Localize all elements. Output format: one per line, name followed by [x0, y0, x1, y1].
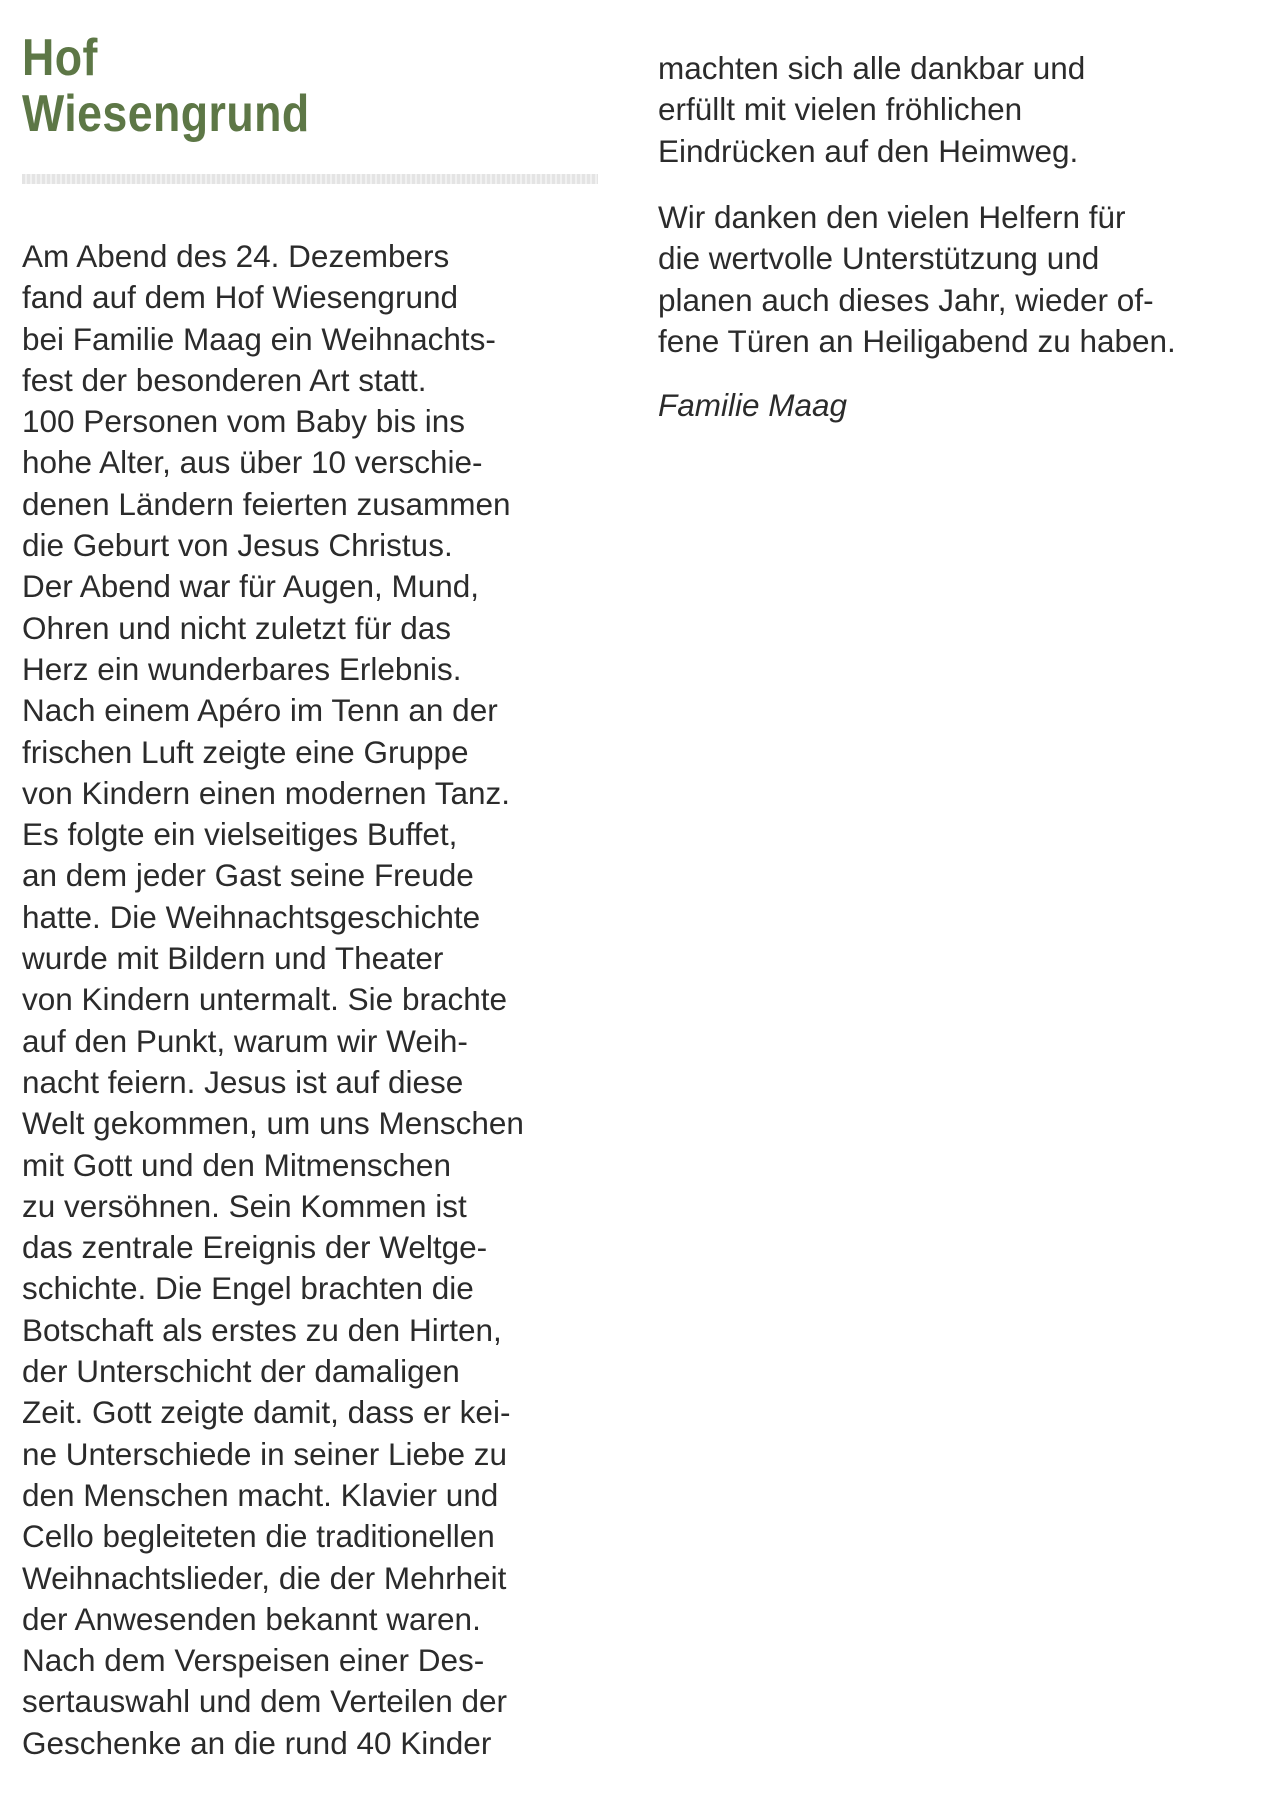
text-line: Cello begleiteten die traditionellen: [22, 1518, 495, 1555]
text-line: Nach dem Verspeisen einer Des-: [22, 1642, 485, 1679]
text-line: wurde mit Bildern und Theater: [22, 940, 444, 977]
article-signature: Familie Maag: [658, 387, 848, 423]
article-body-left: [22, 236, 524, 1764]
text-line: Geschenke an die rund 40 Kinder: [22, 1724, 492, 1761]
text-line: die wertvolle Unterstützung und: [658, 240, 1100, 277]
text-line: fene Türen an Heiligabend zu haben.: [658, 322, 1176, 359]
text-line: Zeit. Gott zeigte damit, dass er kei-: [22, 1394, 511, 1431]
text-line: Welt gekommen, um uns Menschen: [22, 1105, 524, 1142]
text-line: 100 Personen vom Baby bis ins: [22, 403, 465, 440]
text-line: die Geburt von Jesus Christus.: [22, 527, 453, 564]
title-divider: [22, 174, 598, 184]
article-title: [22, 30, 310, 142]
text-line: von Kindern einen modernen Tanz.: [22, 774, 511, 811]
text-line: hohe Alter, aus über 10 verschie-: [22, 444, 483, 481]
text-line: auf den Punkt, warum wir Weih-: [22, 1022, 468, 1059]
text-line: Ohren und nicht zuletzt für das: [22, 609, 451, 646]
title-line: Hof: [22, 29, 98, 87]
text-line: Der Abend war für Augen, Mund,: [22, 568, 480, 605]
text-line: Botschaft als erstes zu den Hirten,: [22, 1311, 502, 1348]
text-line: Herz ein wunderbares Erlebnis.: [22, 650, 462, 687]
text-line: fest der besonderen Art statt.: [22, 361, 427, 398]
text-line: erfüllt mit vielen fröhlichen: [658, 91, 1023, 128]
text-line: sertauswahl und dem Verteilen der: [22, 1683, 508, 1720]
text-line: Weihnachtslieder, die der Mehrheit: [22, 1559, 507, 1596]
text-line: Wir danken den vielen Helfern für: [658, 199, 1126, 235]
article-body-right-paragraph-1: [658, 48, 1085, 172]
text-line: denen Ländern feierten zusammen: [22, 485, 511, 522]
text-line: bei Familie Maag ein Weihnachts-: [22, 320, 496, 357]
text-line: den Menschen macht. Klavier und: [22, 1476, 499, 1513]
text-line: mit Gott und den Mitmenschen: [22, 1146, 451, 1183]
text-line: ne Unterschiede in seiner Liebe zu: [22, 1435, 508, 1472]
text-line: Es folgte ein vielseitiges Buffet,: [22, 816, 458, 853]
text-line: nacht feiern. Jesus ist auf diese: [22, 1063, 464, 1100]
text-line: frischen Luft zeigte eine Gruppe: [22, 733, 469, 770]
text-line: von Kindern untermalt. Sie brachte: [22, 981, 508, 1018]
text-line: hatte. Die Weihnachtsgeschichte: [22, 898, 481, 935]
text-line: planen auch dieses Jahr, wieder of-: [658, 281, 1154, 318]
text-line: Am Abend des 24. Dezembers: [22, 238, 450, 274]
text-line: Eindrücken auf den Heimweg.: [658, 132, 1079, 169]
text-line: an dem jeder Gast seine Freude: [22, 857, 474, 894]
text-line: der Unterschicht der damaligen: [22, 1353, 460, 1390]
text-line: fand auf dem Hof Wiesengrund: [22, 279, 459, 316]
text-line: machten sich alle dankbar und: [658, 50, 1086, 86]
article-body-right-paragraph-2: [658, 197, 1176, 362]
text-line: Nach einem Apéro im Tenn an der: [22, 692, 498, 729]
title-line: Wiesengrund: [22, 85, 310, 143]
text-line: schichte. Die Engel brachten die: [22, 1270, 474, 1307]
text-line: zu versöhnen. Sein Kommen ist: [22, 1187, 467, 1224]
text-line: der Anwesenden bekannt waren.: [22, 1600, 481, 1637]
text-line: das zentrale Ereignis der Weltge-: [22, 1229, 488, 1266]
